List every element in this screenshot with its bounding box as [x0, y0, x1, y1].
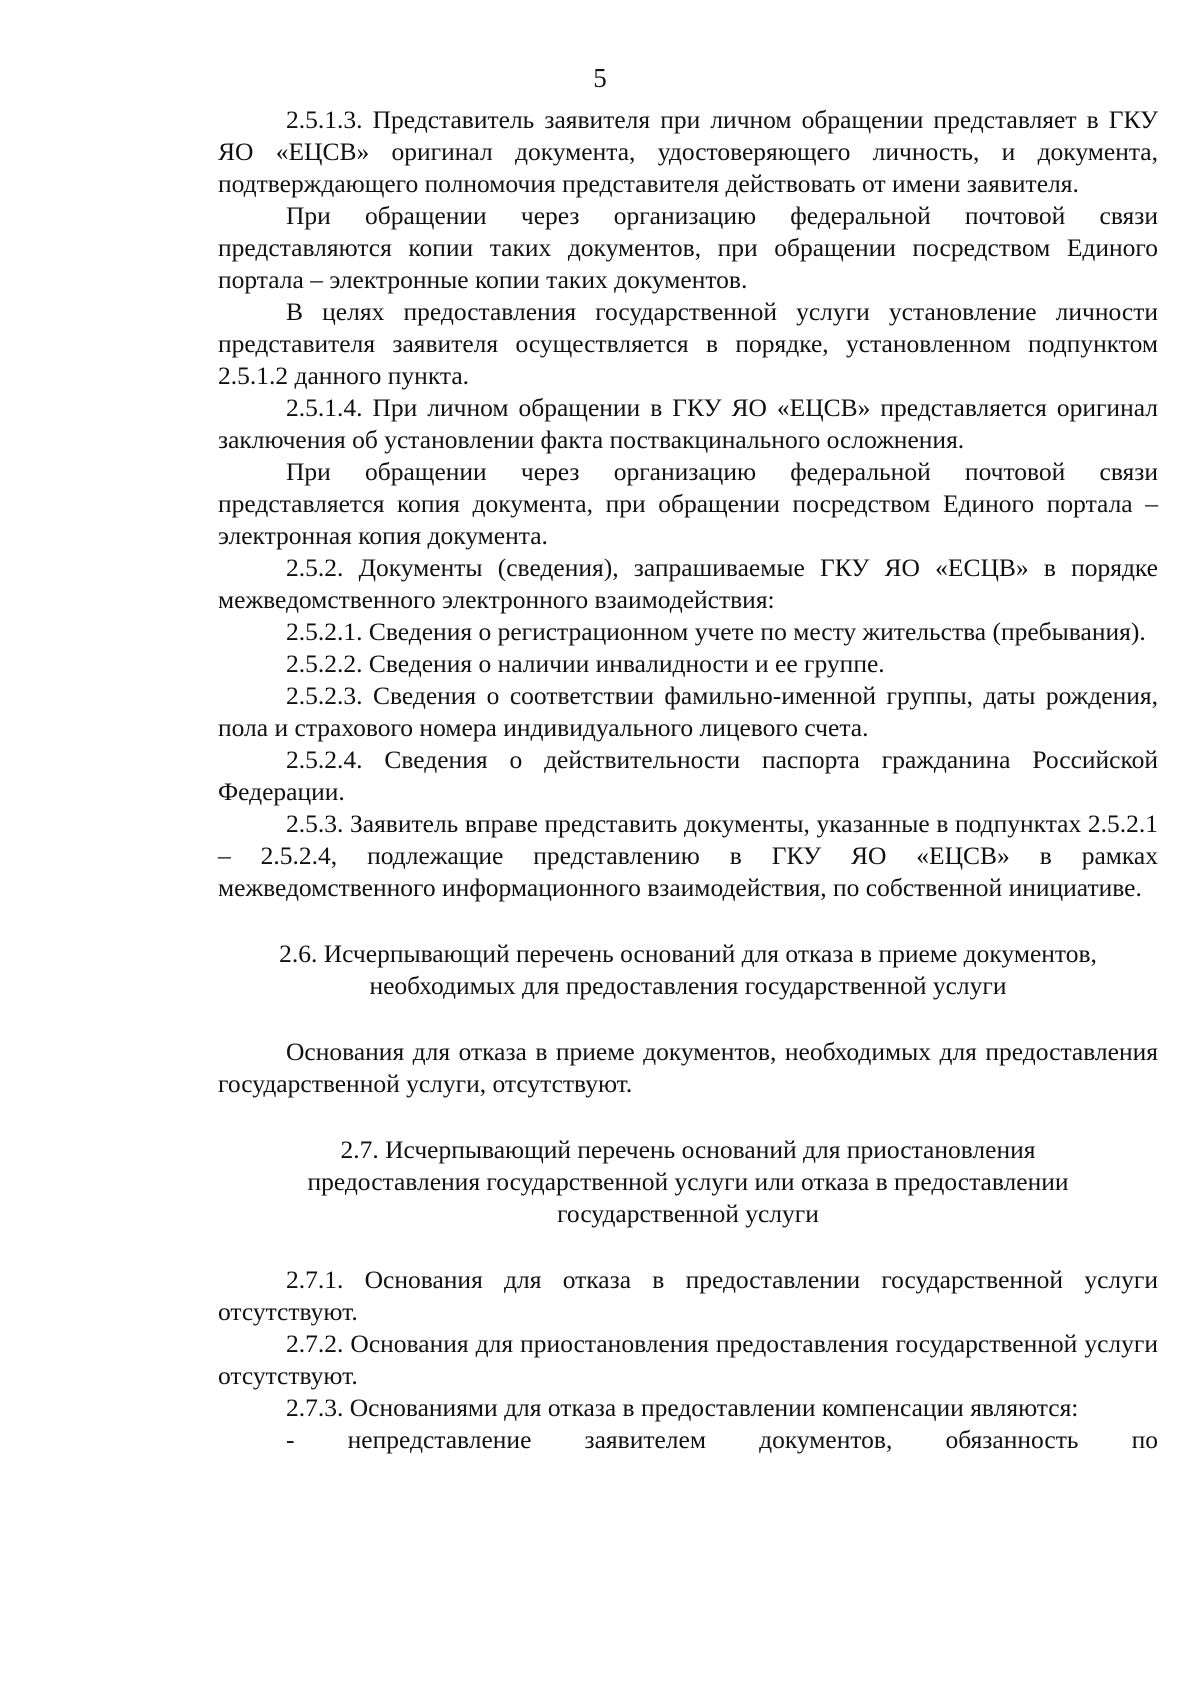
list-word: непредставление	[347, 1425, 532, 1454]
heading-2-7-line-1: 2.7. Исчерпывающий перечень оснований для приостановления	[340, 1135, 1036, 1164]
paragraph-2-5-2: 2.5.2. Документы (сведения), запрашиваемые ГКУ ЯО «ЕСЦВ» в порядке межведомственного электронного взаимодействия:	[218, 553, 1158, 614]
list-item-nonsubmission	[218, 1424, 1158, 1456]
paragraph-2-5-2-2: 2.5.2.2. Сведения о наличии инвалидности и ее группе.	[286, 649, 885, 678]
paragraph-2-5-2-1: 2.5.2.1. Сведения о регистрационном учете по месту жительства (пребывания).	[286, 617, 1146, 646]
paragraph-2-5-2-4: 2.5.2.4. Сведения о действительности паспорта гражданина Российской Федерации.	[218, 745, 1158, 806]
list-word: обязанность	[945, 1425, 1079, 1454]
section-heading-2-7	[218, 1134, 1158, 1230]
paragraph-2-7-3: 2.7.3. Основаниями для отказа в предоставлении компенсации являются:	[286, 1393, 1079, 1422]
heading-2-6-line-2: необходимых для предоставления государственной услуги	[369, 971, 1007, 1000]
paragraph-postal-copies: При обращении через организацию федеральной почтовой связи представляются копии таких документов, при обращении посредством Единого портала – электронные копии таких документов.	[218, 201, 1158, 294]
paragraph-2-7-1: 2.7.1. Основания для отказа в предоставлении государственной услуги отсутствуют.	[218, 1265, 1158, 1326]
page-number: 5	[593, 63, 607, 93]
paragraph-identity: В целях предоставления государственной услуги установление личности представителя заявителя осуществляется в порядке, установленном подпунктом 2.5.1.2 данного пункта.	[218, 297, 1158, 390]
list-word: по	[1131, 1425, 1158, 1454]
paragraph-2-5-2-3: 2.5.2.3. Сведения о соответствии фамильно-именной группы, даты рождения, пола и страхового номера индивидуального лицевого счета.	[218, 681, 1158, 742]
document-body	[218, 104, 1158, 1456]
paragraph-2-6-text: Основания для отказа в приеме документов, необходимых для предоставления государственной услуги, отсутствуют.	[218, 1037, 1158, 1098]
paragraph-2-7-2: 2.7.2. Основания для приостановления предоставления государственной услуги отсутствуют.	[218, 1329, 1158, 1390]
heading-2-6-line-1: 2.6. Исчерпывающий перечень оснований для отказа в приеме документов,	[279, 939, 1097, 968]
list-dash: -	[286, 1425, 295, 1454]
list-word: заявителем	[584, 1425, 706, 1454]
heading-2-7-line-3: государственной услуги	[557, 1199, 819, 1228]
list-word: документов,	[759, 1425, 893, 1454]
paragraph-2-5-1-4: 2.5.1.4. При личном обращении в ГКУ ЯО «ЕЦСВ» представляется оригинал заключения об установлении факта поствакцинального осложнения.	[218, 393, 1158, 454]
paragraph-2-5-1-3: 2.5.1.3. Представитель заявителя при личном обращении представляет в ГКУ ЯО «ЕЦСВ» оригинал документа, удостоверяющего личность, и документа, подтверждающего полномочия представителя действовать от имени заявителя.	[218, 105, 1158, 198]
paragraph-2-5-3: 2.5.3. Заявитель вправе представить документы, указанные в подпунктах 2.5.2.1 – 2.5.2.4, подлежащие представлению в ГКУ ЯО «ЕЦСВ» в рамках межведомственного информационного взаимодействия, по собственной инициативе.	[218, 809, 1158, 902]
section-heading-2-6	[218, 938, 1158, 1002]
heading-2-7-line-2: предоставления государственной услуги или отказа в предоставлении	[307, 1167, 1069, 1196]
paragraph-postal-copy: При обращении через организацию федеральной почтовой связи представляется копия документа, при обращении посредством Единого портала – электронная копия документа.	[218, 457, 1158, 550]
